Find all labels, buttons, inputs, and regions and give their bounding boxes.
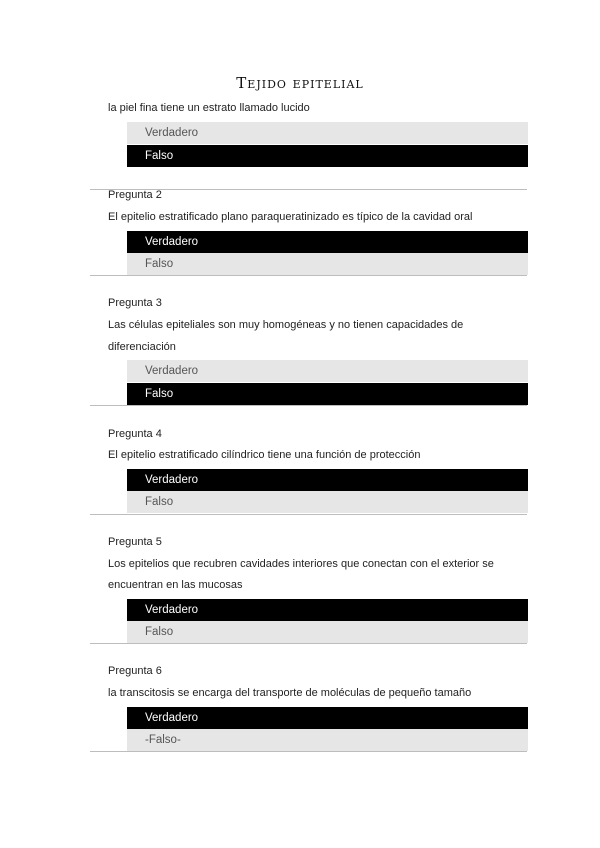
page-title: Tejido epitelial	[236, 74, 364, 92]
question-4-text: El epitelio estratificado cilíndrico tiene una función de protección	[108, 449, 421, 461]
question-6-label: Pregunta 6	[108, 665, 162, 677]
divider	[90, 514, 527, 515]
question-5-text-cont: encuentran en las mucosas	[108, 579, 243, 591]
question-4-label: Pregunta 4	[108, 428, 162, 440]
q5-option-verdadero[interactable]: Verdadero	[127, 599, 528, 621]
divider	[90, 643, 527, 644]
divider	[90, 751, 527, 752]
question-3-text: Las células epiteliales son muy homogéneas y no tienen capacidades de	[108, 319, 464, 331]
q2-option-verdadero[interactable]: Verdadero	[127, 231, 528, 253]
q4-option-verdadero[interactable]: Verdadero	[127, 469, 528, 491]
divider	[90, 275, 527, 276]
q1-option-verdadero[interactable]: Verdadero	[127, 122, 528, 144]
q2-option-falso[interactable]: Falso	[127, 253, 528, 275]
question-2-text: El epitelio estratificado plano paraqueratinizado es típico de la cavidad oral	[108, 211, 473, 223]
q6-option-verdadero[interactable]: Verdadero	[127, 707, 528, 729]
q3-option-falso[interactable]: Falso	[127, 383, 528, 405]
q6-option-falso[interactable]: -Falso-	[127, 729, 528, 751]
question-3-text-cont: diferenciación	[108, 341, 176, 353]
divider	[90, 405, 527, 406]
question-5-text: Los epitelios que recubren cavidades interiores que conectan con el exterior se	[108, 558, 494, 570]
question-5-label: Pregunta 5	[108, 536, 162, 548]
q1-option-falso[interactable]: Falso	[127, 145, 528, 167]
question-2-label: Pregunta 2	[108, 189, 162, 201]
question-6-text: la transcitosis se encarga del transporte de moléculas de pequeño tamaño	[108, 687, 472, 699]
q4-option-falso[interactable]: Falso	[127, 491, 528, 513]
q5-option-falso[interactable]: Falso	[127, 621, 528, 643]
q3-option-verdadero[interactable]: Verdadero	[127, 360, 528, 382]
question-3-label: Pregunta 3	[108, 297, 162, 309]
question-1-text: la piel fina tiene un estrato llamado lucido	[108, 102, 310, 114]
